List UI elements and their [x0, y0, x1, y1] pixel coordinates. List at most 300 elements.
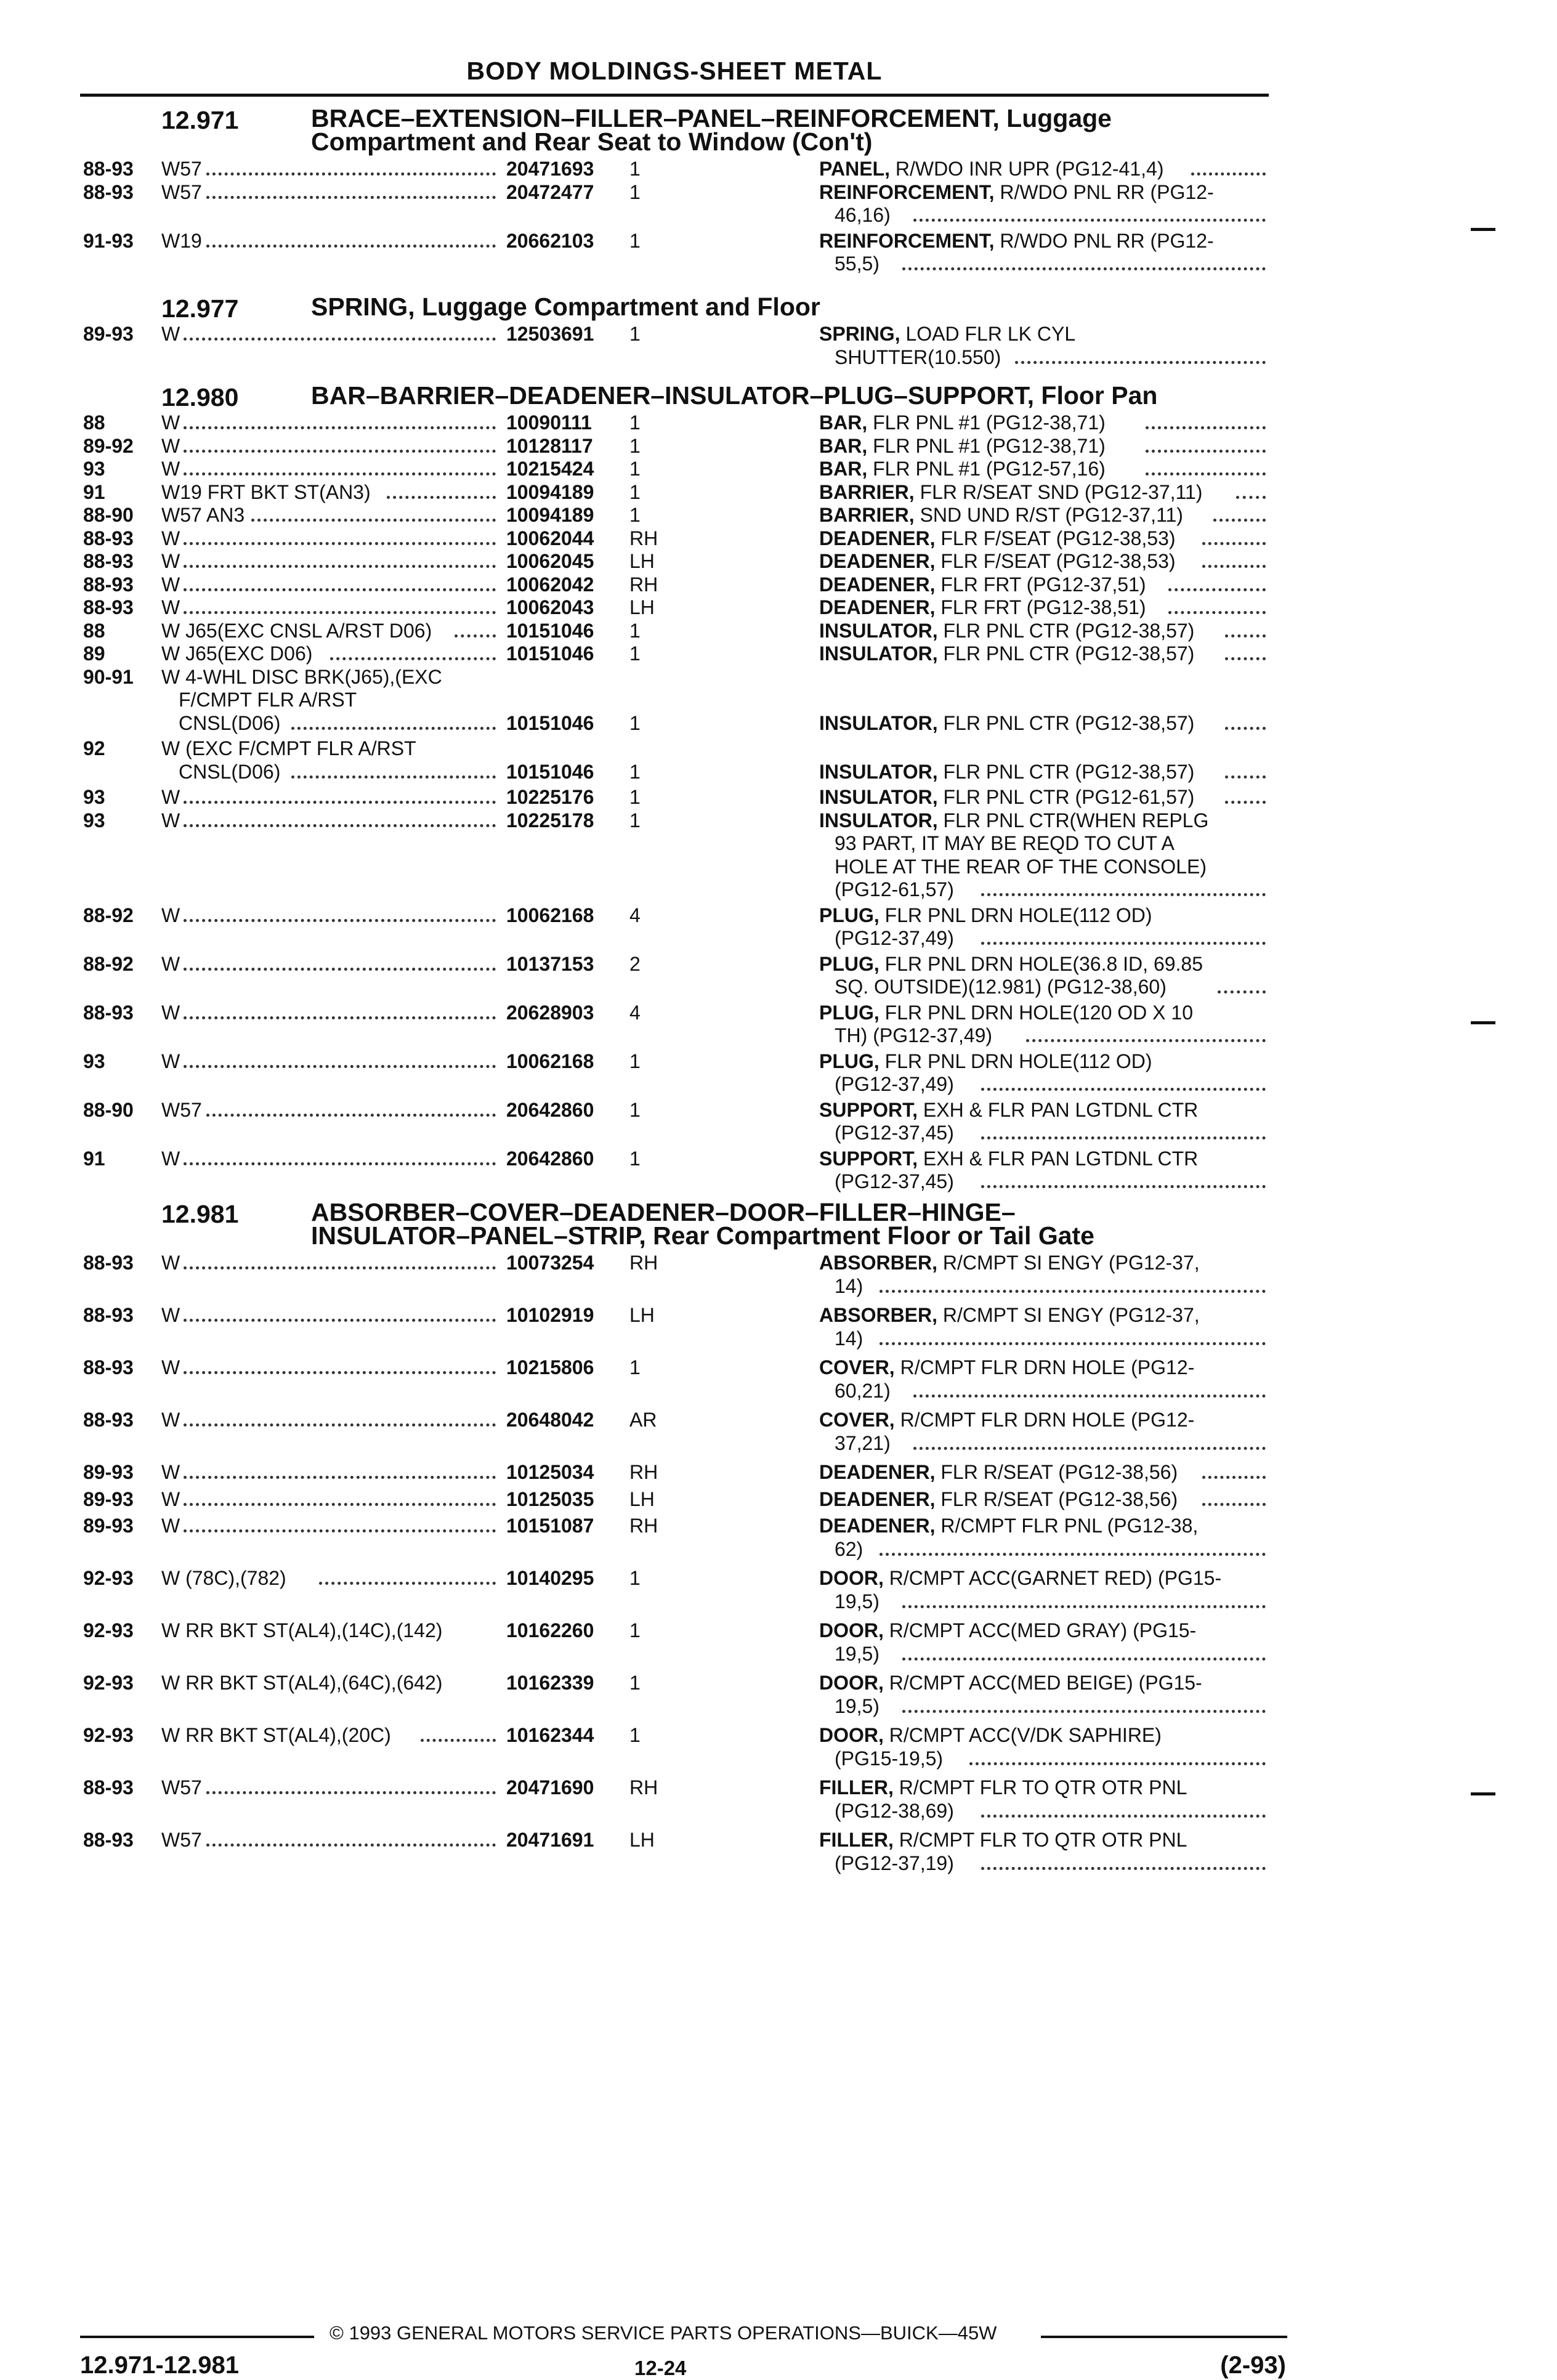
dot-leader: [1202, 1476, 1266, 1479]
usage-code: CNSL(D06): [179, 711, 281, 734]
quantity: 1: [629, 229, 641, 252]
dot-leader: [1225, 727, 1266, 730]
usage-code: F/CMPT FLR A/RST: [179, 689, 357, 711]
part-number: 20642860: [506, 1147, 594, 1170]
model-year: 93: [83, 458, 105, 480]
part-description-text: R/WDO PNL RR (PG12-: [1000, 229, 1214, 252]
part-description: [819, 1148, 1198, 1171]
part-description-continued: (PG15-19,5): [835, 1747, 944, 1770]
section-title: INSULATOR–PANEL–STRIP, Rear Compartment Floor or Tail Gate: [311, 1221, 1094, 1250]
dot-leader: [330, 657, 496, 660]
part-description: [819, 1050, 1152, 1074]
part-name: REINFORCEMENT,: [819, 180, 995, 203]
part-description-text: LOAD FLR LK CYL: [905, 323, 1076, 345]
part-description: [819, 1488, 1178, 1512]
part-description-continued: TH) (PG12-37,49): [835, 1024, 993, 1046]
part-number: 10140295: [506, 1567, 594, 1589]
dot-leader: [184, 1162, 496, 1165]
part-description-text: FLR PNL CTR (PG12-38,57): [943, 760, 1195, 783]
usage-code: W: [161, 786, 180, 808]
part-name: INSULATOR,: [819, 619, 938, 642]
model-year: 88-93: [83, 180, 134, 203]
usage-code: W: [161, 1001, 180, 1024]
usage-code: W: [161, 527, 180, 549]
copyright-notice: © 1993 GENERAL MOTORS SERVICE PARTS OPERATIONS—BUICK—45W: [330, 2322, 997, 2344]
part-description: [819, 1515, 1198, 1538]
part-description-continued: HOLE AT THE REAR OF THE CONSOLE): [835, 855, 1207, 878]
part-description-text: FLR FRT (PG12-37,51): [940, 573, 1146, 596]
quantity: 1: [629, 642, 641, 665]
model-year: 89-93: [83, 1461, 134, 1483]
part-description: [819, 230, 1214, 253]
part-name: DEADENER,: [819, 1488, 936, 1510]
quantity: RH: [629, 1776, 658, 1799]
part-description-continued: 19,5): [835, 1694, 880, 1717]
quantity: 1: [629, 760, 641, 783]
part-description-text: FLR FRT (PG12-38,51): [940, 596, 1146, 618]
part-number: 10062168: [506, 1050, 594, 1072]
part-description: [819, 1356, 1194, 1380]
part-description-text: FLR PNL DRN HOLE(120 OD X 10: [884, 1001, 1193, 1024]
usage-code: W: [161, 1515, 180, 1537]
quantity: LH: [629, 550, 655, 572]
model-year: 89-93: [83, 1515, 134, 1537]
quantity: 1: [629, 711, 641, 734]
model-year: 92-93: [83, 1672, 134, 1694]
quantity: LH: [629, 1488, 655, 1510]
part-description-continued: (PG12-37,49): [835, 927, 954, 949]
part-description-continued: (PG12-37,19): [835, 1852, 954, 1874]
dot-leader: [387, 496, 496, 499]
quantity: LH: [629, 1829, 655, 1851]
quantity: 1: [629, 809, 641, 832]
part-name: DEADENER,: [819, 527, 936, 549]
part-description: [819, 620, 1194, 643]
quantity: RH: [629, 1515, 658, 1537]
usage-code: W: [161, 809, 180, 832]
part-description-text: FLR R/SEAT (PG12-38,56): [940, 1461, 1178, 1483]
part-number: 10151046: [506, 711, 594, 734]
dot-leader: [184, 565, 496, 568]
quantity: LH: [629, 596, 655, 618]
usage-code: W57 AN3: [161, 504, 245, 526]
dot-leader: [184, 542, 496, 545]
quantity: 1: [629, 480, 641, 503]
part-name: INSULATOR,: [819, 809, 938, 832]
dot-leader: [1026, 1039, 1266, 1042]
model-year: 92-93: [83, 1619, 134, 1641]
dot-leader: [206, 1791, 496, 1794]
part-description: [819, 481, 1202, 504]
usage-code: W: [161, 1409, 180, 1431]
part-name: DOOR,: [819, 1567, 884, 1589]
quantity: 1: [629, 180, 641, 203]
part-description: [819, 712, 1194, 735]
usage-code: W: [161, 1050, 180, 1072]
usage-code: W: [161, 411, 180, 434]
part-name: DEADENER,: [819, 596, 936, 618]
part-name: BARRIER,: [819, 480, 915, 503]
part-description-continued: (PG12-37,49): [835, 1073, 954, 1095]
part-name: BAR,: [819, 411, 868, 434]
part-number: 10062045: [506, 550, 594, 572]
dot-leader: [184, 1423, 496, 1427]
usage-code: W: [161, 573, 180, 596]
usage-code: W: [161, 1461, 180, 1483]
part-number: 10062042: [506, 573, 594, 596]
usage-code: W: [161, 596, 180, 618]
model-year: 91-93: [83, 229, 134, 252]
page-number: 12-24: [634, 2357, 687, 2379]
part-number: 20471691: [506, 1829, 594, 1851]
part-description: [819, 1252, 1200, 1275]
part-name: PLUG,: [819, 1001, 880, 1024]
part-number: 12503691: [506, 323, 594, 345]
dot-leader: [902, 1658, 1266, 1661]
quantity: 1: [629, 1724, 641, 1746]
section-number: 12.977: [161, 294, 239, 323]
usage-code: W: [161, 904, 180, 926]
part-number: 10125035: [506, 1488, 594, 1510]
part-number: 10094189: [506, 480, 594, 503]
dot-leader: [206, 1114, 496, 1117]
part-name: ABSORBER,: [819, 1252, 938, 1274]
quantity: RH: [629, 1461, 658, 1483]
part-description: [819, 411, 1106, 435]
part-name: FILLER,: [819, 1829, 894, 1851]
part-description: [819, 786, 1194, 809]
dot-leader: [880, 1290, 1266, 1293]
dot-leader: [1225, 634, 1266, 638]
dot-leader: [184, 426, 496, 429]
part-description-text: FLR PNL CTR (PG12-38,57): [943, 711, 1195, 734]
dot-leader: [184, 1016, 496, 1019]
usage-code: W: [161, 1356, 180, 1378]
dot-leader: [206, 196, 496, 199]
part-number: 10215424: [506, 458, 594, 480]
model-year: 88-93: [83, 573, 134, 596]
part-description: [819, 435, 1106, 458]
part-description-text: R/CMPT ACC(GARNET RED) (PG15-: [889, 1567, 1222, 1589]
model-year: 91: [83, 1147, 105, 1170]
part-description-text: R/CMPT FLR DRN HOLE (PG12-: [900, 1356, 1195, 1378]
quantity: 1: [629, 1147, 641, 1170]
dot-leader: [902, 267, 1266, 270]
part-description-text: FLR R/SEAT (PG12-38,56): [940, 1488, 1178, 1510]
part-name: SPRING,: [819, 323, 900, 345]
model-year: 89-93: [83, 323, 134, 345]
part-name: INSULATOR,: [819, 760, 938, 783]
dot-leader: [184, 1476, 496, 1479]
dot-leader: [184, 1319, 496, 1322]
part-name: PLUG,: [819, 904, 880, 926]
quantity: 1: [629, 323, 641, 345]
part-description-continued: 93 PART, IT MAY BE REQD TO CUT A: [835, 832, 1175, 854]
model-year: 89-93: [83, 1488, 134, 1510]
model-year: 88-93: [83, 1829, 134, 1851]
part-number: 10062044: [506, 527, 594, 549]
quantity: 1: [629, 1098, 641, 1121]
model-year: 88-93: [83, 1409, 134, 1431]
part-description-text: R/CMPT ACC(MED GRAY) (PG15-: [889, 1619, 1197, 1641]
part-number: 20472477: [506, 180, 594, 203]
part-description-text: FLR PNL #1 (PG12-38,71): [873, 411, 1106, 434]
model-year: 92-93: [83, 1724, 134, 1746]
part-number: 10128117: [506, 434, 593, 457]
part-name: COVER,: [819, 1356, 895, 1378]
model-year: 88-93: [83, 158, 134, 180]
usage-code: W: [161, 550, 180, 572]
dot-leader: [880, 1553, 1266, 1556]
dot-leader: [902, 1605, 1266, 1608]
model-year: 93: [83, 809, 105, 832]
dot-leader: [251, 519, 496, 522]
part-description: [819, 573, 1146, 597]
part-description: [819, 904, 1152, 928]
part-number: 10225176: [506, 786, 594, 808]
usage-code: W RR BKT ST(AL4),(64C),(642): [161, 1672, 443, 1694]
part-description: [819, 1724, 1162, 1747]
part-description-text: FLR PNL CTR(WHEN REPLG: [943, 809, 1209, 832]
part-description-text: FLR PNL DRN HOLE(36.8 ID, 69.85: [884, 952, 1203, 975]
dot-leader: [206, 245, 496, 248]
part-description: [819, 1829, 1187, 1852]
part-name: DOOR,: [819, 1724, 884, 1746]
part-name: REINFORCEMENT,: [819, 229, 995, 252]
part-description: [819, 527, 1176, 551]
usage-code: CNSL(D06): [179, 760, 281, 783]
part-description-text: R/CMPT SI ENGY (PG12-37,: [942, 1304, 1200, 1326]
usage-code: W 4-WHL DISC BRK(J65),(EXC: [161, 665, 442, 688]
part-description: [819, 1672, 1202, 1695]
part-description-text: FLR PNL DRN HOLE(112 OD): [884, 1050, 1152, 1072]
quantity: 1: [629, 1050, 641, 1072]
model-year: 88: [83, 619, 105, 642]
part-description: [819, 1409, 1194, 1432]
quantity: 1: [629, 1356, 641, 1378]
section-title: SPRING, Luggage Compartment and Floor: [311, 293, 820, 321]
model-year: 89: [83, 642, 105, 665]
section-number: 12.980: [161, 383, 239, 411]
part-description-continued: 60,21): [835, 1379, 891, 1402]
dot-leader: [184, 611, 496, 614]
dot-leader: [1213, 519, 1266, 522]
revision-date: (2-93): [1220, 2352, 1286, 2379]
part-description-text: FLR R/SEAT SND (PG12-37,11): [920, 480, 1203, 503]
model-year: 88-93: [83, 527, 134, 549]
part-description: [819, 761, 1194, 784]
margin-mark: [1471, 1792, 1495, 1795]
part-name: SUPPORT,: [819, 1098, 918, 1121]
header-rule: [80, 94, 1269, 97]
dot-leader: [184, 824, 496, 827]
usage-code: W57: [161, 1829, 202, 1851]
dot-leader: [184, 588, 496, 591]
usage-code: W (78C),(782): [161, 1567, 286, 1589]
dot-leader: [913, 1447, 1266, 1450]
quantity: 1: [629, 434, 641, 457]
part-name: ABSORBER,: [819, 1304, 938, 1326]
part-description-continued: SQ. OUTSIDE)(12.981) (PG12-38,60): [835, 976, 1167, 998]
usage-code: W19 FRT BKT ST(AN3): [161, 480, 371, 503]
usage-code: W57: [161, 158, 202, 180]
usage-code: W: [161, 1252, 180, 1274]
usage-code: W57: [161, 180, 202, 203]
model-year: 88: [83, 411, 105, 434]
margin-mark: [1471, 1021, 1495, 1024]
dot-leader: [1225, 657, 1266, 660]
model-year: 88-93: [83, 1776, 134, 1799]
part-name: INSULATOR,: [819, 786, 938, 808]
model-year: 88-93: [83, 1252, 134, 1274]
dot-leader: [981, 1815, 1266, 1818]
part-description-text: EXH & FLR PAN LGTDNL CTR: [923, 1147, 1199, 1170]
quantity: 1: [629, 1567, 641, 1589]
part-description: [819, 1619, 1196, 1643]
footer-rule: [80, 2336, 314, 2338]
part-number: 10151046: [506, 619, 594, 642]
model-year: 88-93: [83, 1304, 134, 1326]
dot-leader: [455, 634, 496, 638]
part-description-continued: 62): [835, 1537, 863, 1560]
part-description-text: R/CMPT FLR PNL (PG12-38,: [940, 1515, 1199, 1537]
section-title: Compartment and Rear Seat to Window (Con't): [311, 127, 873, 156]
model-year: 88-92: [83, 952, 134, 975]
part-name: DOOR,: [819, 1672, 884, 1694]
part-name: COVER,: [819, 1409, 895, 1431]
part-number: 10215806: [506, 1356, 594, 1378]
part-number: 10151046: [506, 642, 594, 665]
part-description-continued: SHUTTER(10.550): [835, 346, 1001, 368]
quantity: LH: [629, 1304, 655, 1326]
part-description-text: FLR PNL CTR (PG12-38,57): [943, 619, 1195, 642]
dot-leader: [1146, 450, 1266, 453]
part-description: [819, 1002, 1193, 1025]
part-name: DEADENER,: [819, 1515, 936, 1537]
model-year: 88-90: [83, 1098, 134, 1121]
quantity: 1: [629, 619, 641, 642]
dot-leader: [902, 1710, 1266, 1713]
model-year: 93: [83, 1050, 105, 1072]
dot-leader: [880, 1342, 1266, 1345]
part-description: [819, 550, 1176, 573]
part-description-text: FLR PNL CTR (PG12-61,57): [943, 786, 1195, 808]
dot-leader: [1202, 565, 1266, 568]
part-description-continued: (PG12-37,45): [835, 1122, 954, 1144]
section-title: ABSORBER–COVER–DEADENER–DOOR–FILLER–HINGE–: [311, 1198, 1016, 1226]
section-title: BAR–BARRIER–DEADENER–INSULATOR–PLUG–SUPPORT, Floor Pan: [311, 381, 1158, 410]
dot-leader: [981, 893, 1266, 896]
part-name: DOOR,: [819, 1619, 884, 1641]
part-number: 10073254: [506, 1252, 594, 1274]
part-description-continued: (PG12-38,69): [835, 1799, 954, 1822]
model-year: 92: [83, 737, 105, 759]
dot-leader: [1225, 801, 1266, 804]
quantity: 1: [629, 458, 641, 480]
usage-code: W J65(EXC D06): [161, 642, 313, 665]
usage-code: W: [161, 952, 180, 975]
part-name: DEADENER,: [819, 573, 936, 596]
quantity: 4: [629, 904, 641, 926]
part-description-text: R/WDO PNL RR (PG12-: [1000, 180, 1214, 203]
part-description-text: R/CMPT FLR TO QTR OTR PNL: [899, 1829, 1187, 1851]
part-number: 10062168: [506, 904, 594, 926]
part-description: [819, 504, 1183, 527]
dot-leader: [981, 1867, 1266, 1870]
part-number: 10090111: [506, 411, 592, 434]
part-description: [819, 1304, 1200, 1327]
part-description-text: FLR PNL #1 (PG12-57,16): [873, 458, 1106, 480]
usage-code: W: [161, 1304, 180, 1326]
section-range: 12.971-12.981: [80, 2352, 240, 2379]
dot-leader: [981, 1185, 1266, 1188]
model-year: 88-93: [83, 596, 134, 618]
model-year: 88-93: [83, 1001, 134, 1024]
part-number: 20471690: [506, 1776, 594, 1799]
part-number: 10225178: [506, 809, 594, 832]
dot-leader: [981, 942, 1266, 945]
quantity: 1: [629, 1619, 641, 1641]
dot-leader: [184, 338, 496, 341]
section-number: 12.971: [161, 106, 239, 134]
part-description-text: FLR PNL DRN HOLE(112 OD): [884, 904, 1152, 926]
dot-leader: [184, 1065, 496, 1068]
part-number: 10162339: [506, 1672, 594, 1694]
dot-leader: [1168, 588, 1266, 591]
usage-code: W RR BKT ST(AL4),(20C): [161, 1724, 391, 1746]
part-number: 20662103: [506, 229, 594, 252]
part-description-continued: 46,16): [835, 204, 891, 226]
dot-leader: [421, 1739, 496, 1742]
part-description-text: SND UND R/ST (PG12-37,11): [920, 504, 1183, 526]
part-name: DEADENER,: [819, 1461, 936, 1483]
dot-leader: [291, 775, 496, 779]
quantity: AR: [629, 1409, 657, 1431]
dot-leader: [1191, 172, 1266, 176]
quantity: 4: [629, 1001, 641, 1024]
page-header: BODY MOLDINGS-SHEET METAL: [466, 57, 883, 85]
dot-leader: [913, 219, 1266, 222]
usage-code: W (EXC F/CMPT FLR A/RST: [161, 737, 416, 759]
quantity: RH: [629, 1252, 658, 1274]
part-description-text: R/CMPT ACC(MED BEIGE) (PG15-: [889, 1672, 1202, 1694]
dot-leader: [206, 1844, 496, 1847]
part-description-text: FLR F/SEAT (PG12-38,53): [940, 550, 1176, 572]
part-name: BARRIER,: [819, 504, 915, 526]
part-description-text: EXH & FLR PAN LGTDNL CTR: [923, 1098, 1199, 1121]
dot-leader: [184, 968, 496, 971]
dot-leader: [1015, 361, 1266, 364]
model-year: 90-91: [83, 665, 134, 688]
part-name: INSULATOR,: [819, 642, 938, 665]
part-description: [819, 323, 1075, 346]
usage-code: W: [161, 1488, 180, 1510]
model-year: 88-93: [83, 1356, 134, 1378]
part-number: 10062043: [506, 596, 594, 618]
section-title: BRACE–EXTENSION–FILLER–PANEL–REINFORCEMENT, Luggage: [311, 104, 1112, 132]
part-number: 10162344: [506, 1724, 594, 1746]
part-description-text: R/CMPT FLR TO QTR OTR PNL: [899, 1776, 1187, 1799]
part-number: 20642860: [506, 1098, 594, 1121]
part-description-continued: 55,5): [835, 253, 880, 275]
part-description: [819, 1776, 1187, 1800]
part-name: DEADENER,: [819, 550, 936, 572]
usage-code: W: [161, 458, 180, 480]
dot-leader: [1168, 611, 1266, 614]
part-description-text: R/CMPT SI ENGY (PG12-37,: [942, 1252, 1200, 1274]
part-name: PANEL,: [819, 158, 890, 180]
dot-leader: [981, 1088, 1266, 1091]
